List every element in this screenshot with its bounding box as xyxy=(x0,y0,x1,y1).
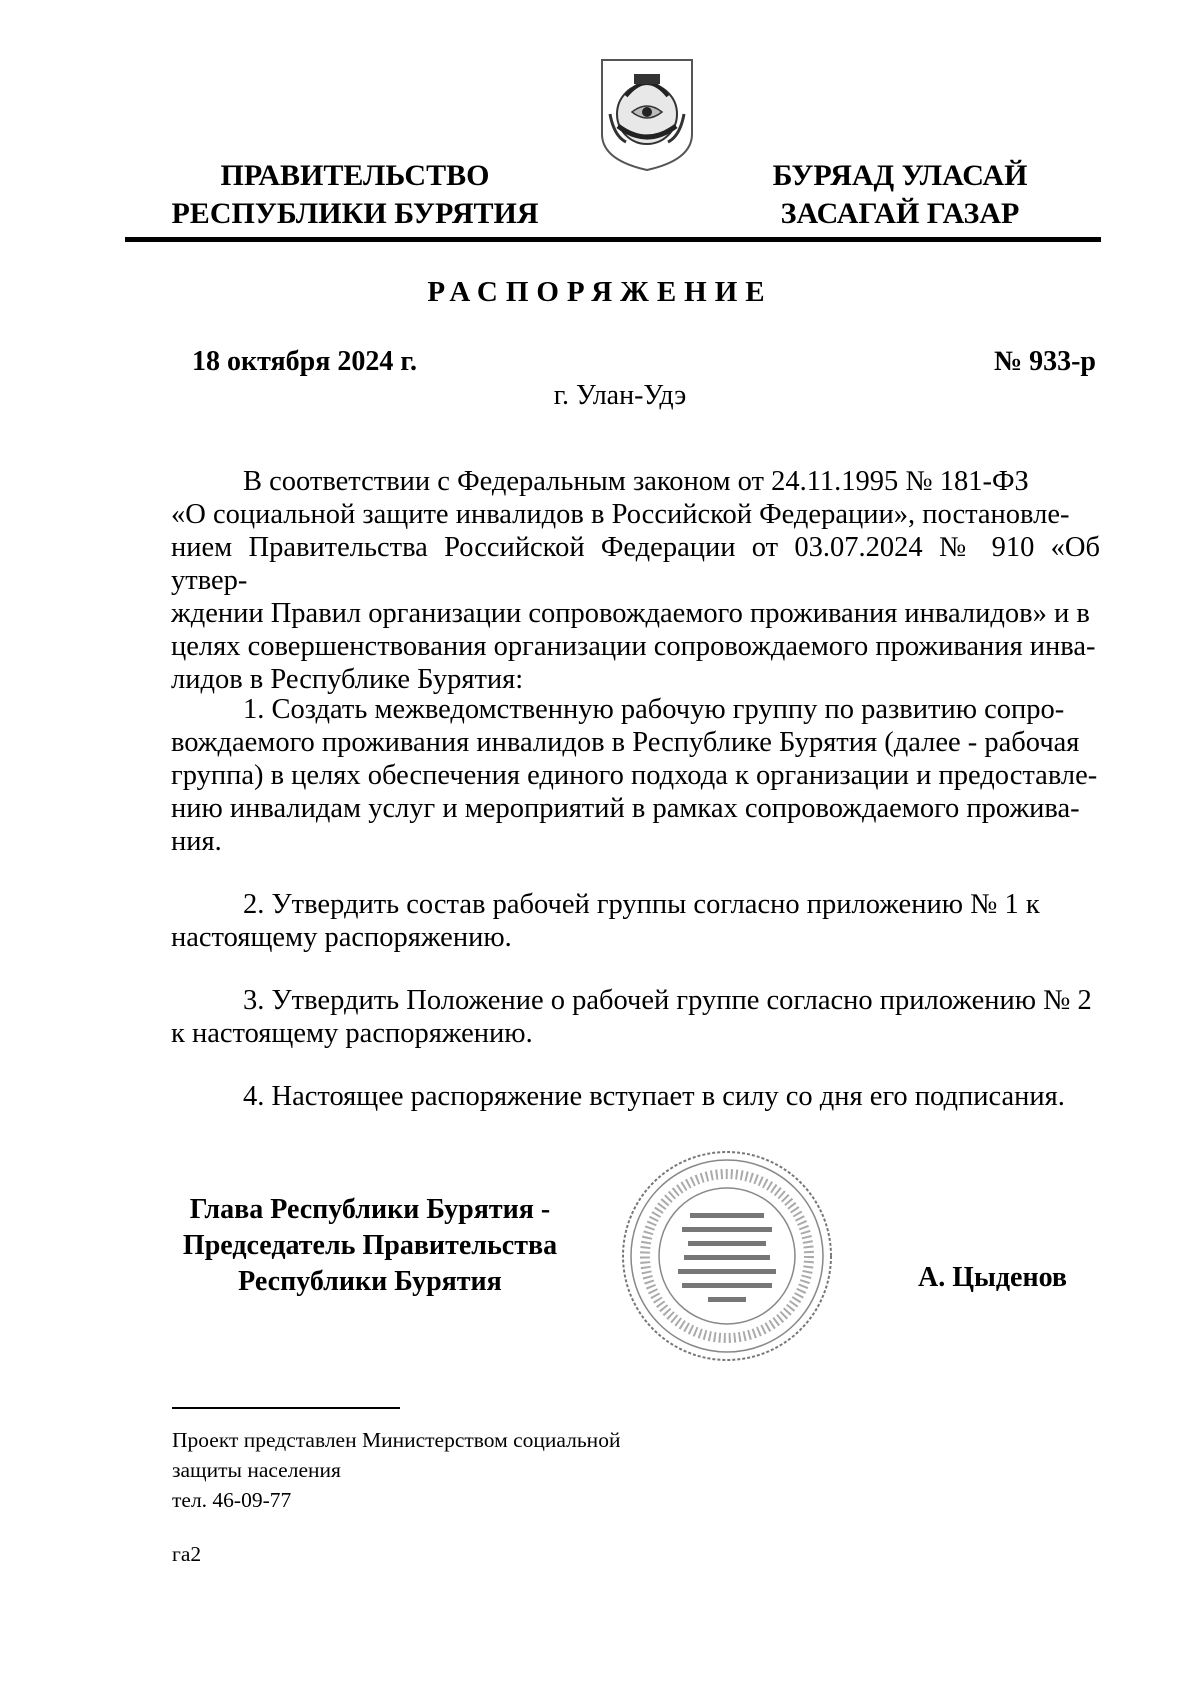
coat-of-arms-icon xyxy=(596,56,698,174)
item-1-line: нию инвалидам услуг и мероприятий в рамках сопровождаемого прожива- xyxy=(171,793,1080,824)
government-name-russian xyxy=(165,157,545,233)
signatory-title-line2: Председатель Правительства xyxy=(182,1230,558,1261)
item-4-line: 4. Настоящее распоряжение вступает в силу со дня его подписания. xyxy=(243,1081,1065,1112)
item-3-line: к настоящему распоряжению. xyxy=(171,1018,533,1049)
government-name-buryat-line1: БУРЯАД УЛАСАЙ xyxy=(772,159,1028,192)
preamble xyxy=(171,465,1100,696)
item-1-line: 1. Создать межведомственную рабочую группу по развитию сопро- xyxy=(243,694,1065,725)
footer-line2: защиты населения xyxy=(172,1458,341,1482)
item-1-line: группа) в целях обеспечения единого подхода к организации и предоставле- xyxy=(171,760,1098,791)
footer-phone: тел. 46-09-77 xyxy=(172,1488,292,1512)
document-number: № 933-р xyxy=(993,346,1096,377)
signatory-title-line1: Глава Республики Бурятия - xyxy=(189,1194,551,1225)
preamble-line: В соответствии с Федеральным законом от 24.11.1995 № 181-ФЗ xyxy=(243,466,1029,497)
government-name-russian-line2: РЕСПУБЛИКИ БУРЯТИЯ xyxy=(171,197,539,230)
government-name-buryat-line2: ЗАСАГАЙ ГАЗАР xyxy=(780,197,1020,230)
footer-note xyxy=(172,1425,872,1515)
item-1-line: ния. xyxy=(171,826,222,857)
item-3 xyxy=(171,984,1100,1050)
item-2-line: 2. Утвердить состав рабочей группы согласно приложению № 1 к xyxy=(243,889,1040,920)
item-2-line: настоящему распоряжению. xyxy=(171,922,512,953)
footer-divider xyxy=(172,1407,400,1409)
preamble-line: лидов в Республике Бурятия: xyxy=(171,664,524,695)
signatory-name: А. Цыденов xyxy=(918,1262,1068,1293)
item-1 xyxy=(171,693,1100,858)
preamble-line: целях совершенствования организации сопровождаемого проживания инва- xyxy=(171,631,1096,662)
item-4 xyxy=(171,1080,1100,1113)
government-name-russian-line1: ПРАВИТЕЛЬСТВО xyxy=(220,159,490,192)
document-city: г. Улан-Удэ xyxy=(553,380,687,411)
header-divider xyxy=(125,237,1101,242)
document-date: 18 октября 2024 г. xyxy=(192,346,417,377)
footer-line1: Проект представлен Министерством социальной xyxy=(172,1428,621,1452)
preamble-line: ждении Правил организации сопровождаемого проживания инвалидов» и в xyxy=(171,598,1090,629)
item-1-line: вождаемого проживания инвалидов в Республике Бурятия (далее - рабочая xyxy=(171,727,1080,758)
signatory-title-line3: Республики Бурятия xyxy=(238,1266,502,1297)
preamble-line: «О социальной защите инвалидов в Российской Федерации», постановле- xyxy=(171,499,1070,530)
official-seal-icon xyxy=(620,1149,834,1363)
government-name-buryat xyxy=(760,157,1040,233)
signatory-title xyxy=(150,1192,590,1300)
item-2 xyxy=(171,888,1100,954)
preamble-line: нием Правительства Российской Федерации от 03.07.2024 № 910 «Об утвер- xyxy=(171,532,1100,596)
item-3-line: 3. Утвердить Положение о рабочей группе согласно приложению № 2 xyxy=(243,985,1092,1016)
document-code: га2 xyxy=(172,1542,202,1566)
document-type: РАСПОРЯЖЕНИЕ xyxy=(427,276,773,308)
